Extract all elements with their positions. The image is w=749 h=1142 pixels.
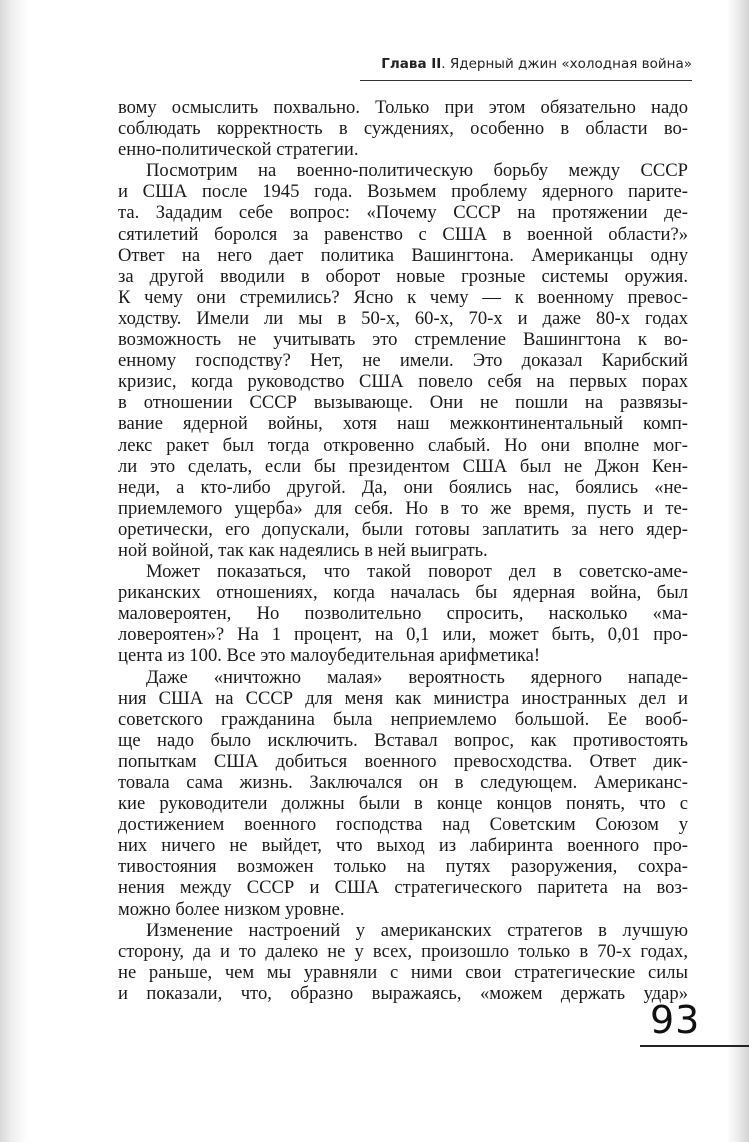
scan-edge-left (0, 0, 28, 1142)
text-line: тивостояния возможен только на путях разоружения, сохра- (118, 856, 688, 878)
text-line: за другой вводили в оборот новые грозные системы оружия. (118, 265, 688, 287)
text-line: та. Зададим себе вопрос: «Почему СССР на протяжении де- (118, 202, 688, 224)
paragraph (118, 160, 688, 561)
text-line: возможность не учитывать это стремление Вашингтона к во- (118, 329, 688, 351)
chapter-label: Глава II (381, 56, 442, 72)
body-text (118, 97, 688, 1004)
text-line: нения между СССР и США стратегического паритета на воз- (118, 877, 688, 899)
text-line: ния США на СССР для меня как министра иностранных дел и (118, 687, 688, 709)
page-number: 93 (650, 998, 701, 1042)
text-line: маловероятен, Но позволительно спросить, насколько «ма- (118, 603, 688, 625)
text-line: вому осмыслить похвально. Только при этом обязательно надо (118, 97, 688, 118)
text-line: сятилетий боролся за равенство с США в военной области?» (118, 223, 688, 245)
header-rule (360, 80, 692, 81)
text-line: риканских отношениях, когда началась бы ядерная война, был (118, 582, 688, 604)
text-line: Даже «ничтожно малая» вероятность ядерного нападе- (146, 666, 688, 688)
text-line: Изменение настроений у американских стратегов в лучшую (146, 919, 688, 941)
text-line: вание ядерной войны, хотя наш межконтинентальный комп- (118, 413, 688, 435)
text-line: ной войной, так как надеялись в ней выиграть. (118, 539, 488, 561)
chapter-title: . Ядерный джин «холодная война» (441, 56, 692, 72)
paragraph (118, 97, 688, 160)
text-line: и США после 1945 года. Возьмем проблему ядерного парите- (118, 181, 688, 203)
scan-edge-right (727, 0, 749, 1142)
text-line: товала сама жизнь. Заключался он в следующем. Американс- (118, 772, 688, 793)
text-line: ходству. Имели ли мы в 50-х, 60-х, 70-х и даже 80-х годах (118, 307, 688, 329)
text-line: ловероятен»? На 1 процент, на 0,1 или, может быть, 0,01 про- (118, 624, 688, 646)
text-line: кризис, когда руководство США повело себя на первых порах (118, 371, 688, 393)
text-line: неди, а кто-либо другой. Да, они боялись нас, боялись «не- (118, 476, 688, 498)
page-number-rule (640, 1045, 749, 1047)
text-line: и показали, что, образно выражаясь, «можем держать удар» (118, 982, 688, 1004)
running-header (340, 56, 692, 72)
text-line: приемлемого ущерба» для себя. Но в то же время, пусть и те- (118, 497, 688, 519)
text-line: Посмотрим на военно-политическую борьбу между СССР (146, 160, 688, 182)
text-line: в отношении СССР вызывающе. Они не пошли на развязы- (118, 392, 688, 414)
text-line: енному господству? Нет, не имели. Это доказал Карибский (118, 350, 688, 372)
text-line: енно-политической стратегии. (118, 139, 359, 161)
paragraph (118, 561, 688, 666)
text-line: попыткам США добиться военного превосходства. Ответ дик- (118, 750, 688, 772)
paragraph (118, 920, 688, 1004)
text-line: ще надо было исключить. Вставал вопрос, как противостоять (118, 729, 688, 751)
text-line: достижением военного господства над Советским Союзом у (118, 814, 688, 836)
text-line: советского гражданина была неприемлемо большой. Ее вооб- (118, 708, 688, 730)
text-line: Может показаться, что такой поворот дел в советско-аме- (146, 561, 688, 583)
text-line: кие руководители должны были в конце концов понять, что с (118, 793, 688, 815)
text-line: цента из 100. Все это малоубедительная арифметика! (118, 645, 541, 667)
text-line: не раньше, чем мы уравняли с ними свои стратегические силы (118, 961, 688, 983)
text-line: К чему они стремились? Ясно к чему — к военному превос- (118, 286, 688, 308)
paragraph (118, 667, 688, 920)
text-line: лекс ракет был тогда откровенно слабый. Но они вполне мог- (118, 434, 688, 456)
text-line: оретически, его допускали, были готовы заплатить за него ядер- (118, 518, 688, 540)
text-line: них ничего не выйдет, что выход из лабиринта военного про- (118, 835, 688, 857)
text-line: можно более низком уровне. (118, 898, 345, 920)
text-line: ли это сделать, если бы президентом США был не Джон Кен- (118, 455, 688, 477)
text-line: сторону, да и то далеко не у всех, произошло только в 70-х годах, (118, 940, 688, 962)
text-line: Ответ на него дает политика Вашингтона. Американцы одну (118, 244, 688, 266)
text-line: соблюдать корректность в суждениях, особенно в области во- (118, 118, 688, 140)
